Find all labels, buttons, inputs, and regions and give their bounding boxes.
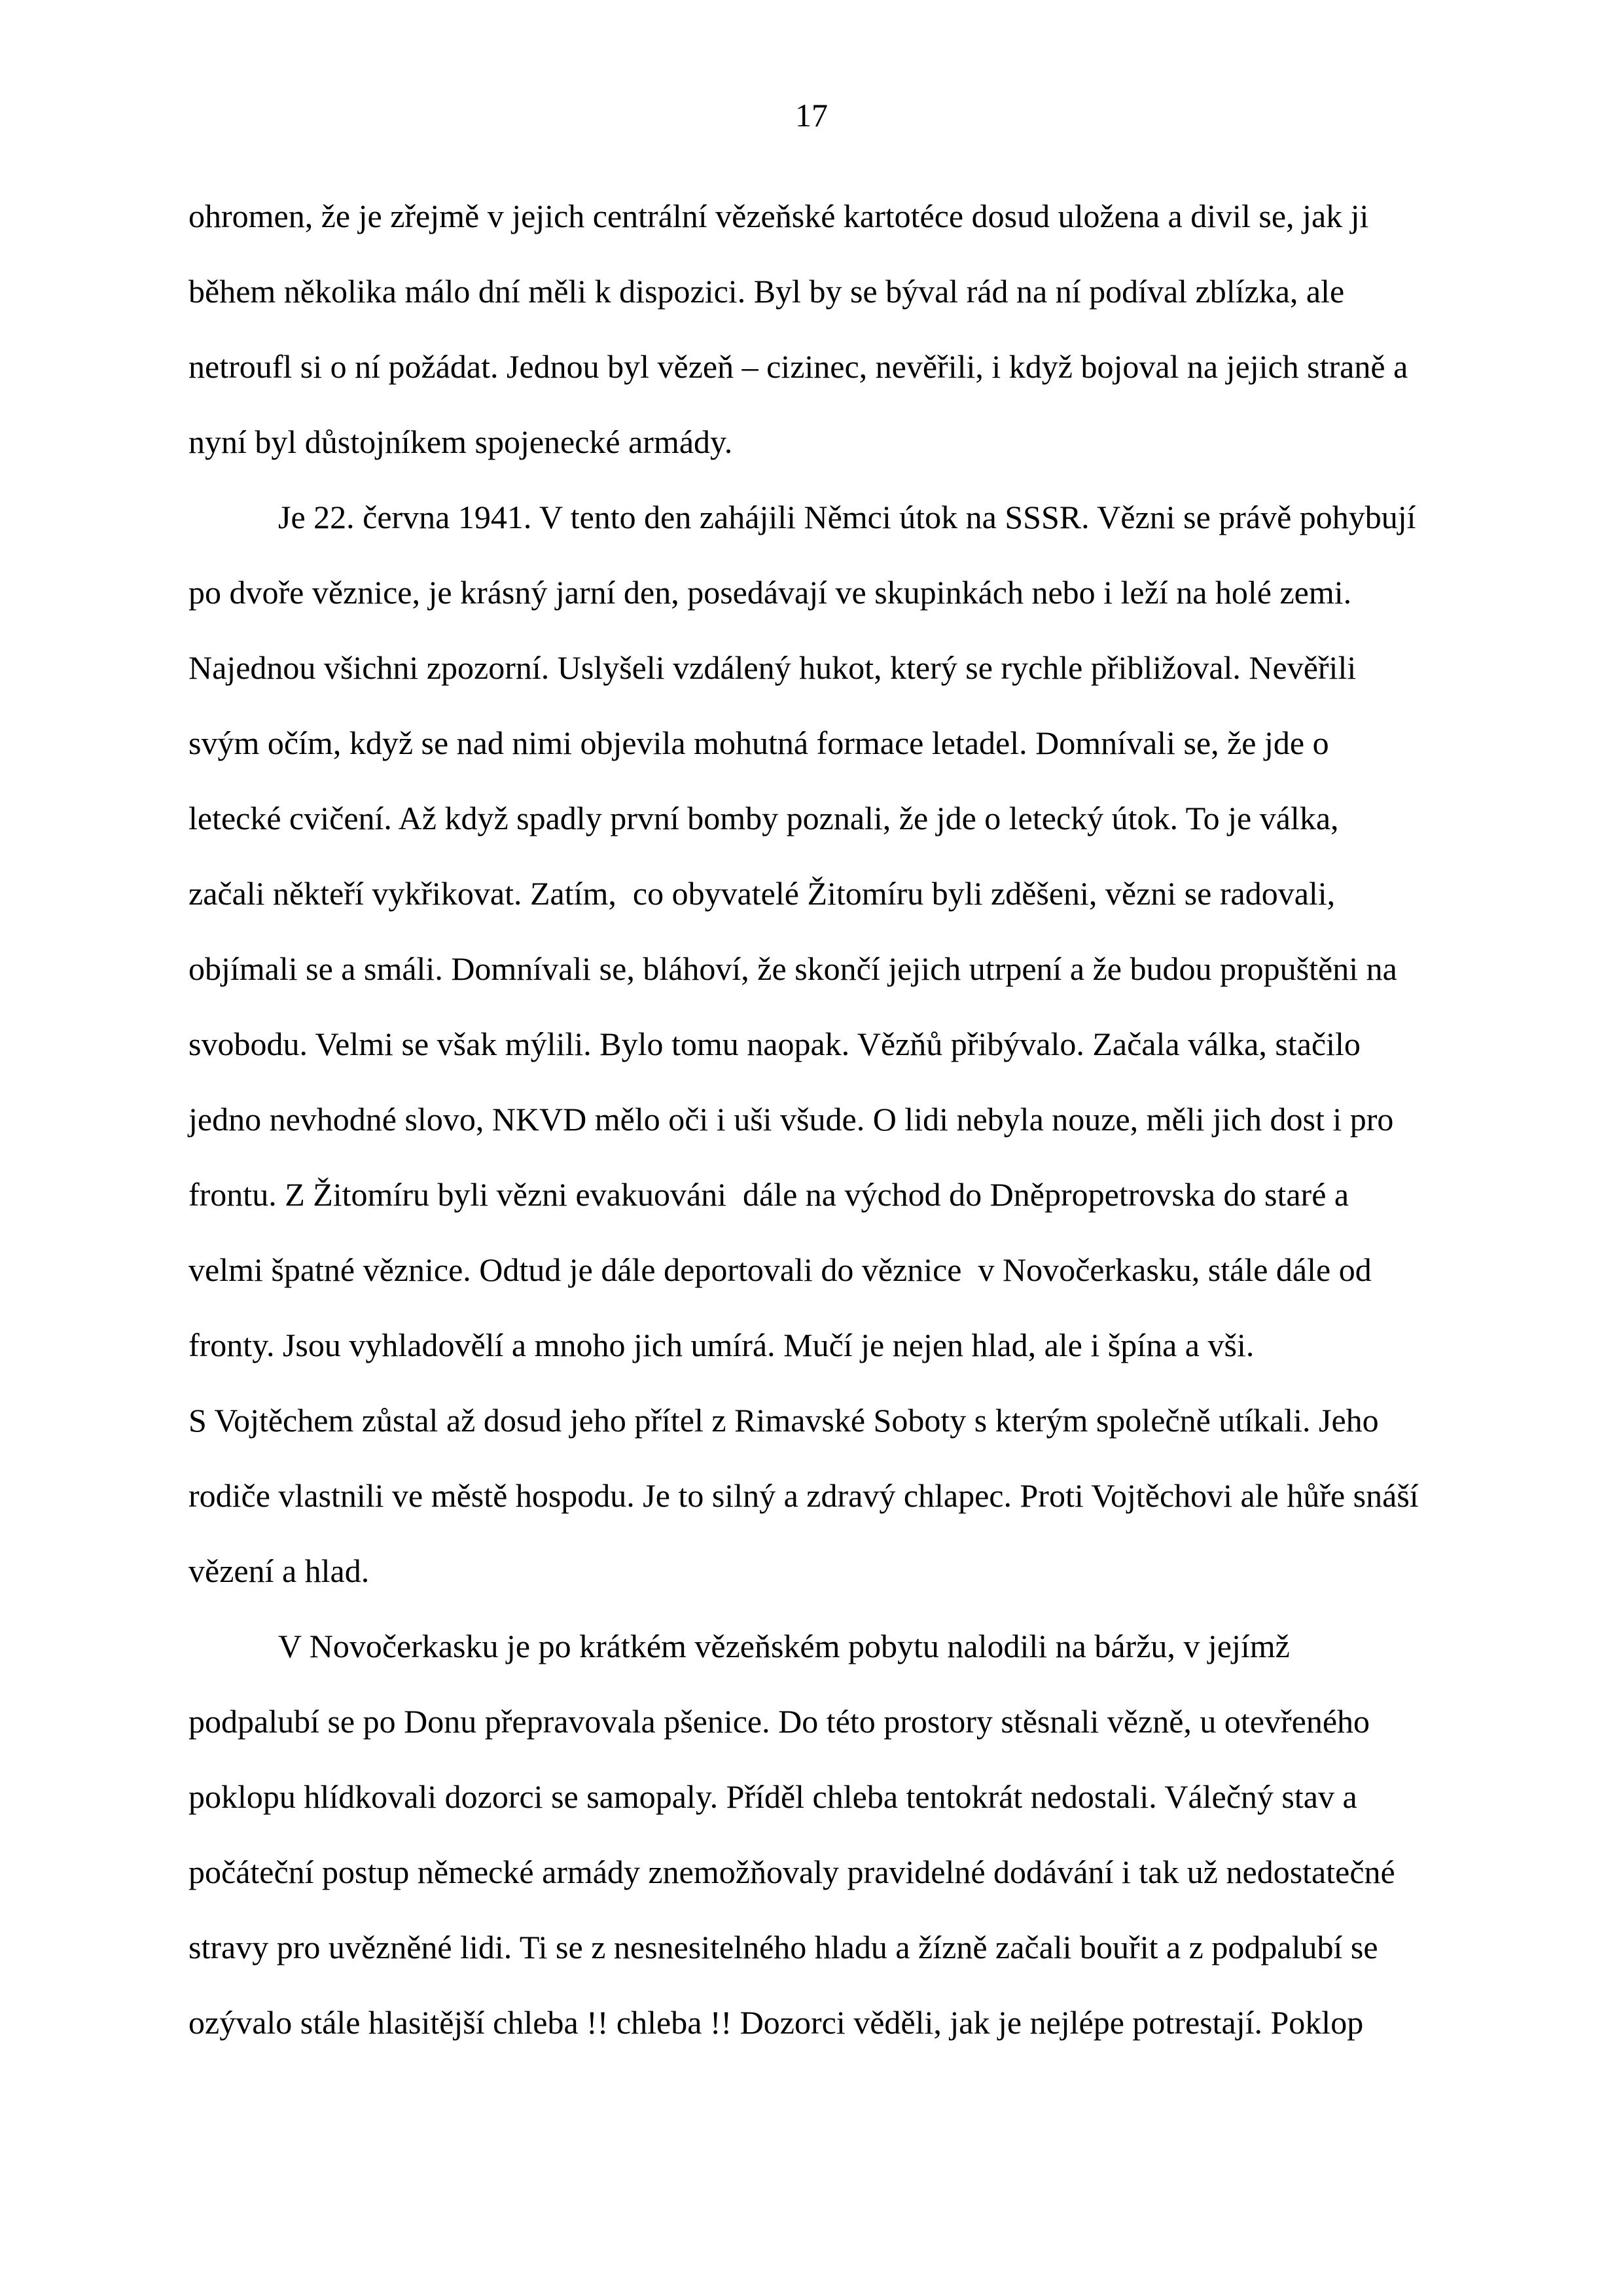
text-line: po dvoře věznice, je krásný jarní den, posedávají ve skupinkách nebo i leží na holé zemi. [188,574,1352,611]
paragraph [188,179,1438,480]
document-body [188,179,1438,2060]
text-line: svým očím, když se nad nimi objevila mohutná formace letadel. Domnívali se, že jde o [188,725,1329,761]
text-line: poklopu hlídkovali dozorci se samopaly. Příděl chleba tentokrát nedostali. Válečný stav a [188,1778,1357,1815]
text-line: stravy pro uvězněné lidi. Ti se z nesnesitelného hladu a žízně začali bouřit a z podpalubí se [188,1929,1378,1965]
text-line: jedno nevhodné slovo, NKVD mělo oči i uši všude. O lidi nebyla nouze, měli jich dost i pro [188,1101,1394,1138]
text-line: Najednou všichni zpozorní. Uslyšeli vzdálený hukot, který se rychle přibližoval. Nevěřili [188,649,1357,686]
text-line: velmi špatné věznice. Odtud je dále deportovali do věznice v Novočerkasku, stále dále od [188,1251,1372,1288]
text-line: nyní byl důstojníkem spojenecké armády. [188,423,733,460]
text-line: svobodu. Velmi se však mýlili. Bylo tomu naopak. Vězňů přibývalo. Začala válka, stačilo [188,1026,1361,1062]
text-line: Je 22. června 1941. V tento den zahájili Němci útok na SSSR. Vězni se právě pohybují [278,499,1416,535]
text-line: netroufl si o ní požádat. Jednou byl vězeň – cizinec, nevěřili, i když bojoval na jejich straně a [188,348,1408,385]
text-line: začali někteří vykřikovat. Zatím, co obyvatelé Žitomíru byli zděšeni, vězni se radovali, [188,875,1336,912]
paragraph [188,1383,1438,1609]
text-line: objímali se a smáli. Domnívali se, bláhoví, že skončí jejich utrpení a že budou propuštěni na [188,950,1397,987]
text-line: vězení a hlad. [188,1552,370,1589]
text-line: ohromen, že je zřejmě v jejich centrální vězeňské kartotéce dosud uložena a divil se, jak ji [188,198,1369,234]
text-line: ozývalo stále hlasitější chleba !! chleba !! Dozorci věděli, jak je nejlépe potrestají. Poklop [188,2004,1364,2041]
text-line: podpalubí se po Donu přepravovala pšenice. Do této prostory stěsnali vězně, u otevřeného [188,1703,1370,1740]
text-line: frontu. Z Žitomíru byli vězni evakuováni dále na východ do Dněpropetrovska do staré a [188,1176,1349,1213]
paragraph [188,480,1438,1383]
text-line: S Vojtěchem zůstal až dosud jeho přítel z Rimavské Soboty s kterým společně utíkali. Jeho [188,1402,1379,1439]
page-number: 17 [795,97,828,134]
text-line: rodiče vlastnili ve městě hospodu. Je to silný a zdravý chlapec. Proti Vojtěchovi ale hůře snáší [188,1477,1419,1514]
paragraph [188,1609,1438,2060]
text-line: V Novočerkasku je po krátkém vězeňském pobytu nalodili na báržu, v jejímž [278,1628,1290,1664]
text-line: fronty. Jsou vyhladovělí a mnoho jich umírá. Mučí je nejen hlad, ale i špína a vši. [188,1327,1255,1363]
text-line: počáteční postup německé armády znemožňovaly pravidelné dodávání i tak už nedostatečné [188,1854,1395,1890]
text-line: letecké cvičení. Až když spadly první bomby poznali, že jde o letecký útok. To je válka, [188,800,1339,836]
text-line: během několika málo dní měli k dispozici. Byl by se býval rád na ní podíval zblízka, ale [188,273,1345,310]
